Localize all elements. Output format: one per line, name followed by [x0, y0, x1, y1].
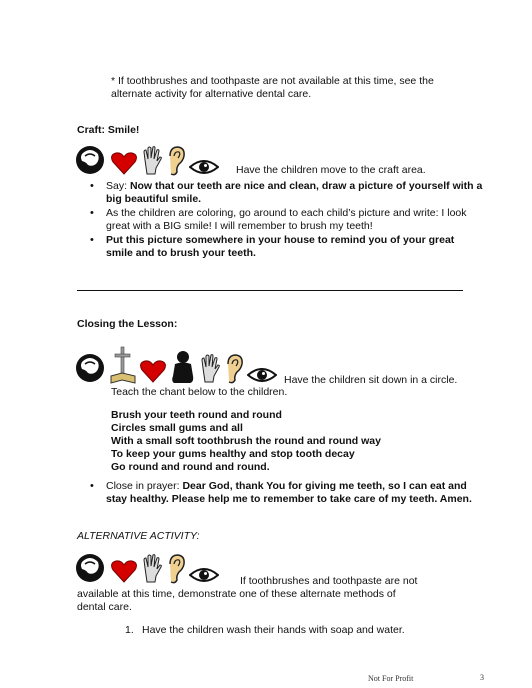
prayer-bullet — [90, 480, 472, 506]
craft-bullet-list — [90, 180, 482, 261]
chant-block — [111, 409, 381, 474]
chant-line-5: Go round and round and round. — [111, 461, 270, 473]
craft-icon-row — [73, 144, 219, 176]
praying-child-icon — [170, 350, 196, 384]
section-divider — [77, 290, 463, 291]
head-icon — [73, 352, 107, 384]
prayer-bullet-list — [90, 480, 472, 507]
hand-icon — [141, 146, 163, 176]
closing-icon-row — [73, 346, 277, 384]
step-1-text: Have the children wash their hands with soap and water. — [142, 624, 405, 636]
craft-bullet-1 — [90, 180, 482, 206]
eye-icon — [247, 366, 277, 384]
closing-icon-caption: Have the children sit down in a circle. — [284, 374, 458, 386]
closing-teach-line: Teach the chant below to the children. — [111, 386, 288, 398]
prayer-text-1: Dear God, thank You for giving me teeth, so I can eat and — [182, 480, 467, 492]
hand-icon — [199, 354, 221, 384]
ear-icon — [166, 554, 186, 584]
craft-icon-caption: Have the children move to the craft area. — [236, 164, 426, 176]
craft-bullet-3 — [90, 234, 482, 260]
craft-bullet-2-line-2: great with a BIG smile! I will remember to brush my teeth! — [106, 220, 373, 232]
top-note-line-1: * If toothbrushes and toothpaste are not available at this time, see the — [111, 75, 434, 87]
chant-line-2: Circles small gums and all — [111, 422, 243, 434]
closing-heading: Closing the Lesson: — [77, 318, 178, 330]
hand-icon — [141, 554, 163, 584]
alternative-icon-row — [73, 552, 219, 584]
alternative-caption-3: dental care. — [77, 601, 132, 613]
head-icon — [73, 552, 107, 584]
craft-bullet-1-bold: Now that our teeth are nice and clean, draw a picture of yourself with a — [129, 180, 483, 192]
chant-line-3: With a small soft toothbrush the round and round way — [111, 435, 381, 447]
prayer-text-2: stay healthy. Please help me to remember to take care of my teeth. Amen. — [106, 493, 472, 505]
craft-bullet-1-line-2: big beautiful smile. — [106, 193, 202, 205]
chant-line-1: Brush your teeth round and round — [111, 409, 282, 421]
top-note-line-2: alternate activity for alternative dental care. — [111, 88, 312, 100]
eye-icon — [189, 158, 219, 176]
eye-icon — [189, 566, 219, 584]
prayer-intro: Close in prayer: — [106, 480, 183, 492]
craft-bullet-2 — [90, 207, 482, 233]
heart-icon — [110, 558, 138, 584]
craft-bullet-3-line-2: smile and to brush your teeth. — [106, 247, 256, 259]
heart-icon — [110, 150, 138, 176]
cross-bible-icon — [110, 346, 136, 384]
ear-icon — [166, 146, 186, 176]
head-icon — [73, 144, 107, 176]
footer-text: Not For Profit — [368, 674, 414, 683]
craft-bullet-3-line-1: • Put this picture somewhere in your house to remind you of your great — [106, 234, 455, 246]
chant-line-4: To keep your gums healthy and stop tooth decay — [111, 448, 355, 460]
alternative-caption-1: If toothbrushes and toothpaste are not — [240, 575, 418, 587]
craft-bullet-1-say: Say: — [106, 180, 130, 192]
alternative-heading: ALTERNATIVE ACTIVITY: — [77, 530, 200, 542]
heart-icon — [139, 358, 167, 384]
step-1-number: 1. — [125, 624, 134, 636]
alternative-caption-2: available at this time, demonstrate one of these alternate methods of — [77, 588, 396, 600]
craft-heading: Craft: Smile! — [77, 124, 140, 136]
craft-bullet-2-line-1: • As the children are coloring, go around to each child’s picture and write: I look — [106, 207, 467, 219]
page-number: 3 — [480, 673, 484, 682]
ear-icon — [224, 354, 244, 384]
